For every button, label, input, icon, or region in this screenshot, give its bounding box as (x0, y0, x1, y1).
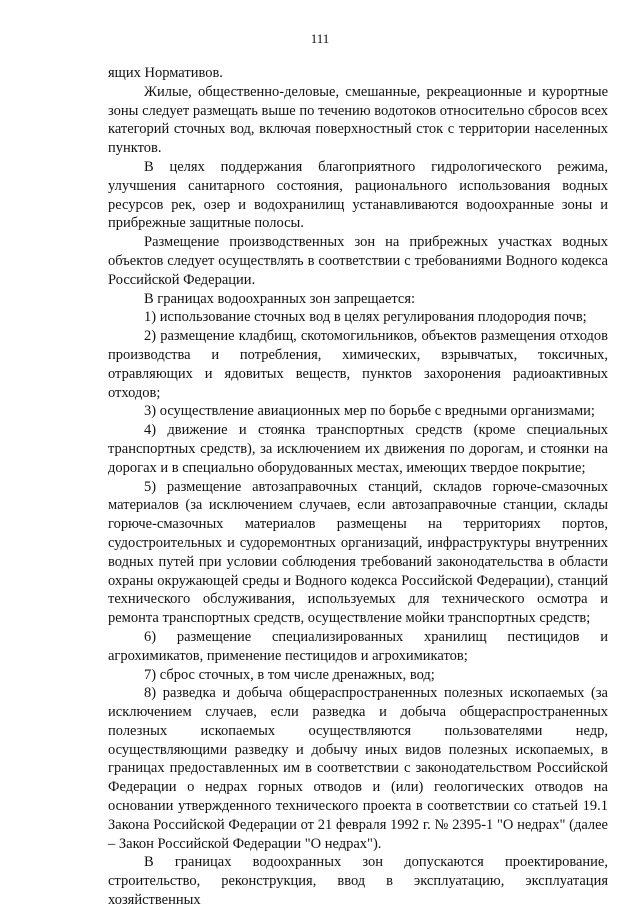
list-item-8: 8) разведка и добыча общераспространенных полезных ископаемых (за исключением случаев, если разведка и добыча общераспространенных полезных ископаемых осуществляются пользователями недр, осуществляющими разведку и добычу иных видов полезных ископаемых, в границах предоставленных им в соответствии с законодательством Российской Федерации о недрах горных отводов и (или) геологических отводов на основании утвержденного технического проекта в соответствии со статьей 19.1 Закона Российской Федерации от 21 февраля 1992 г. № 2395-1 "О недрах" (далее – Закон Российской Федерации "О недрах"). (108, 685, 608, 852)
list-item-4: 4) движение и стоянка транспортных средств (кроме специальных транспортных средств), за исключением их движения по дорогам, и стоянки на дорогах и в специально оборудованных местах, имеющих твердое покрытие; (108, 422, 608, 476)
list-item-5: 5) размещение автозаправочных станций, складов горюче-смазочных материалов (за исключением случаев, если автозаправочные станции, склады горюче-смазочных материалов размещены на территориях портов, судостроительных и судоремонтных организаций, инфраструктуры внутренних водных путей при условии соблюдения требований законодательства в области охраны окружающей среды и Водного кодекса Российской Федерации), станций технического обслуживания, используемых для технического осмотра и ремонта транспортных средств, осуществление мойки транспортных средств; (108, 478, 608, 627)
paragraph-zones-placement: Жилые, общественно-деловые, смешанные, рекреационные и курортные зоны следует размещать выше по течению водотоков относительно сбросов всех категорий сточных вод, включая поверхностный сток с территории населенных пунктов. (108, 83, 608, 157)
paragraph-permitted-intro: В границах водоохранных зон допускаются проектирование, строительство, реконструкция, ввод в эксплуатацию, эксплуатация хозяйственных (108, 854, 608, 909)
page-body (108, 64, 608, 910)
list-item-7: 7) сброс сточных, в том числе дренажных, вод; (144, 666, 435, 683)
list-item-3: 3) осуществление авиационных мер по борьбе с вредными организмами; (144, 403, 595, 420)
page-number: 111 (310, 31, 330, 46)
list-item-6: 6) размещение специализированных хранилищ пестицидов и агрохимикатов, применение пестицидов и агрохимикатов; (108, 628, 608, 664)
list-item-1: 1) использование сточных вод в целях регулирования плодородия почв; (144, 309, 587, 326)
list-item-2: 2) размещение кладбищ, скотомогильников, объектов размещения отходов производства и потребления, химических, взрывчатых, токсичных, отравляющих и ядовитых веществ, пунктов захоронения радиоактивных отходов; (108, 328, 608, 401)
paragraph-continuation: ящих Нормативов. (108, 65, 223, 81)
paragraph-industrial-zones: Размещение производственных зон на прибрежных участках водных объектов следует осуществлять в соответствии с требованиями Водного кодекса Российской Федерации. (108, 234, 608, 288)
paragraph-water-protection-zones: В целях поддержания благоприятного гидрологического режима, улучшения санитарного состояния, рационального использования водных ресурсов рек, озер и водохранилищ устанавливаются водоохранные зоны и прибрежные защитные полосы. (108, 158, 608, 232)
paragraph-prohibited-intro: В границах водоохранных зон запрещается: (144, 290, 416, 307)
